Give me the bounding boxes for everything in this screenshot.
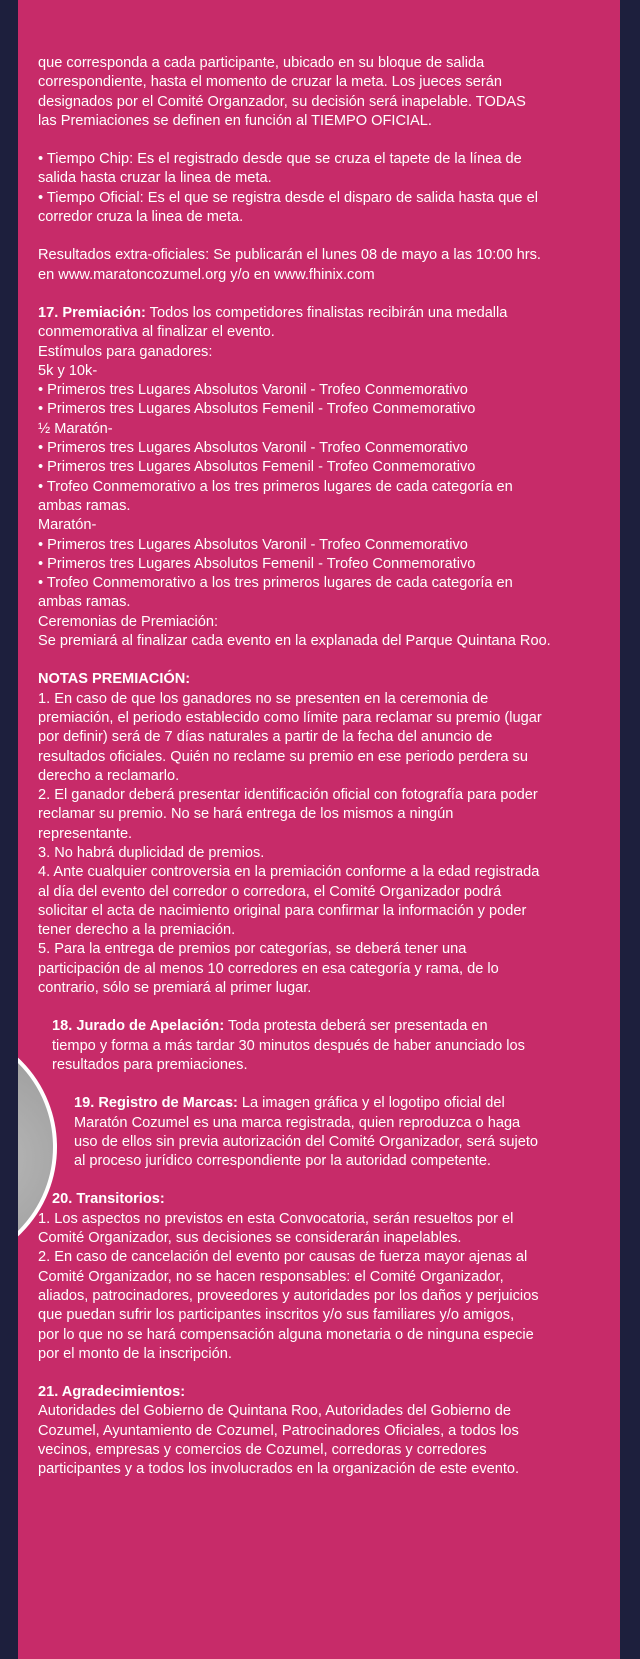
notas-item: 1. En caso de que los ganadores no se presenten en la ceremonia de premiación, el periodo establecido como límite para reclamar su premio (lugar por definir) será de 7 días naturales a partir de la fecha del anuncio de resultados oficiales. Quién no reclame su premio en ese periodo perdera su derecho a reclamarlo.: [38, 690, 542, 784]
s17-line: • Trofeo Conmemorativo a los tres primeros lugares de cada categoría en ambas ramas.: [38, 478, 513, 514]
section-19: [38, 1094, 618, 1171]
content-panel: [18, 0, 620, 1659]
s17-line: Ceremonias de Premiación:: [38, 613, 219, 630]
intro-paragraph: que corresponda a cada participante, ubicado en su bloque de salida correspondiente, hasta el momento de cruzar la meta. Los jueces serán designados por el Comité Organzador, su decisión será inapelable. TODAS las Premiaciones se definen en función al TIEMPO OFICIAL.: [38, 55, 526, 129]
s17-line: 5k y 10k-: [38, 362, 98, 379]
section-18-text: Toda protesta deberá ser presentada en tiempo y forma a más tardar 30 minutos después de haber anunciado los resultados para premiaciones.: [52, 1018, 525, 1073]
tiempo-oficial: • Tiempo Oficial: Es el que se registra desde el disparo de salida hasta que el corredor cruza la linea de meta.: [38, 189, 538, 226]
section-19-title: 19. Registro de Marcas:: [74, 1095, 238, 1112]
tiempo-chip: • Tiempo Chip: Es el registrado desde que se cruza el tapete de la línea de salida hasta cruzar la linea de meta.: [38, 151, 522, 187]
s17-line: • Primeros tres Lugares Absolutos Varonil - Trofeo Conmemorativo: [38, 382, 468, 399]
section-17-title: 17. Premiación:: [38, 304, 146, 321]
s17-line: ½ Maratón-: [38, 420, 113, 437]
notas-item: 3. No habrá duplicidad de premios.: [38, 844, 265, 861]
s17-line: • Primeros tres Lugares Absolutos Femenil - Trofeo Conmemorativo: [38, 555, 476, 572]
s17-line: Estímulos para ganadores:: [38, 343, 213, 360]
section-20-title: 20. Transitorios:: [52, 1191, 165, 1208]
section-17: [38, 304, 618, 343]
section-20-item: 2. En caso de cancelación del evento por causas de fuerza mayor ajenas al Comité Organizador, no se hacen responsables: el Comité Organizador, aliados, patrocinadores, proveedores y autoridades por los daños y perjuicios que puedan sufrir los participantes inscritos y/o sus familiares y/o amigos, por lo que no se hará compensación alguna monetaria o de ninguna especie por el monto de la inscripción.: [38, 1249, 539, 1362]
s17-line: Maratón-: [38, 517, 97, 534]
notas-item: 5. Para la entrega de premios por categorías, se deberá tener una participación de al menos 10 corredores en esa categoría y rama, de lo contrario, sólo se premiará al primer lugar.: [38, 941, 499, 997]
section-17-text: Todos los competidores finalistas recibirán una medalla conmemorativa al finalizar el evento.: [38, 304, 508, 341]
section-20-item: 1. Los aspectos no previstos en esta Convocatoria, serán resueltos por el Comité Organizador, sus decisiones se considerarán inapelables.: [38, 1210, 514, 1247]
section-21-text: Autoridades del Gobierno de Quintana Roo, Autoridades del Gobierno de Cozumel, Ayuntamiento de Cozumel, Patrocinadores Oficiales, a todos los vecinos, empresas y comercios de Cozumel, corredoras y corredores participantes y a todos los involucrados en la organización de este evento.: [38, 1403, 520, 1478]
section-18-title: 18. Jurado de Apelación:: [52, 1018, 225, 1035]
s17-line: • Primeros tres Lugares Absolutos Femenil - Trofeo Conmemorativo: [38, 401, 476, 418]
section-19-text: La imagen gráfica y el logotipo oficial del Maratón Cozumel es una marca registrada, quien reproduzca o haga uso de ellos sin previa autorización del Comité Organizador, será sujeto al proceso jurídico correspondiente por la autoridad competente.: [74, 1095, 539, 1170]
notas-title: NOTAS PREMIACIÓN:: [38, 671, 191, 688]
notas-item: 4. Ante cualquier controversia en la premiación conforme a la edad registrada al día del evento del corredor o corredora, el Comité Organizador podrá solicitar el acta de nacimiento original para confirmar la información y poder tener derecho a la premiación.: [38, 864, 540, 939]
notas-item: 2. El ganador deberá presentar identificación oficial con fotografía para poder reclamar su premio. No se hará entrega de los mismos a ningún representante.: [38, 787, 538, 842]
section-18: [38, 1017, 618, 1075]
s17-line: • Primeros tres Lugares Absolutos Varonil - Trofeo Conmemorativo: [38, 440, 468, 457]
s17-line: • Trofeo Conmemorativo a los tres primeros lugares de cada categoría en ambas ramas.: [38, 575, 513, 611]
resultados-paragraph: Resultados extra-oficiales: Se publicarán el lunes 08 de mayo a las 10:00 hrs. en www.maratoncozumel.org y/o en www.fhinix.com: [38, 247, 541, 283]
section-21-title: 21. Agradecimientos:: [38, 1384, 186, 1401]
document-body: [38, 54, 618, 1480]
s17-line: • Primeros tres Lugares Absolutos Varonil - Trofeo Conmemorativo: [38, 536, 468, 553]
s17-line: • Primeros tres Lugares Absolutos Femenil - Trofeo Conmemorativo: [38, 459, 476, 476]
s17-line: Se premiará al finalizar cada evento en la explanada del Parque Quintana Roo.: [38, 633, 551, 650]
